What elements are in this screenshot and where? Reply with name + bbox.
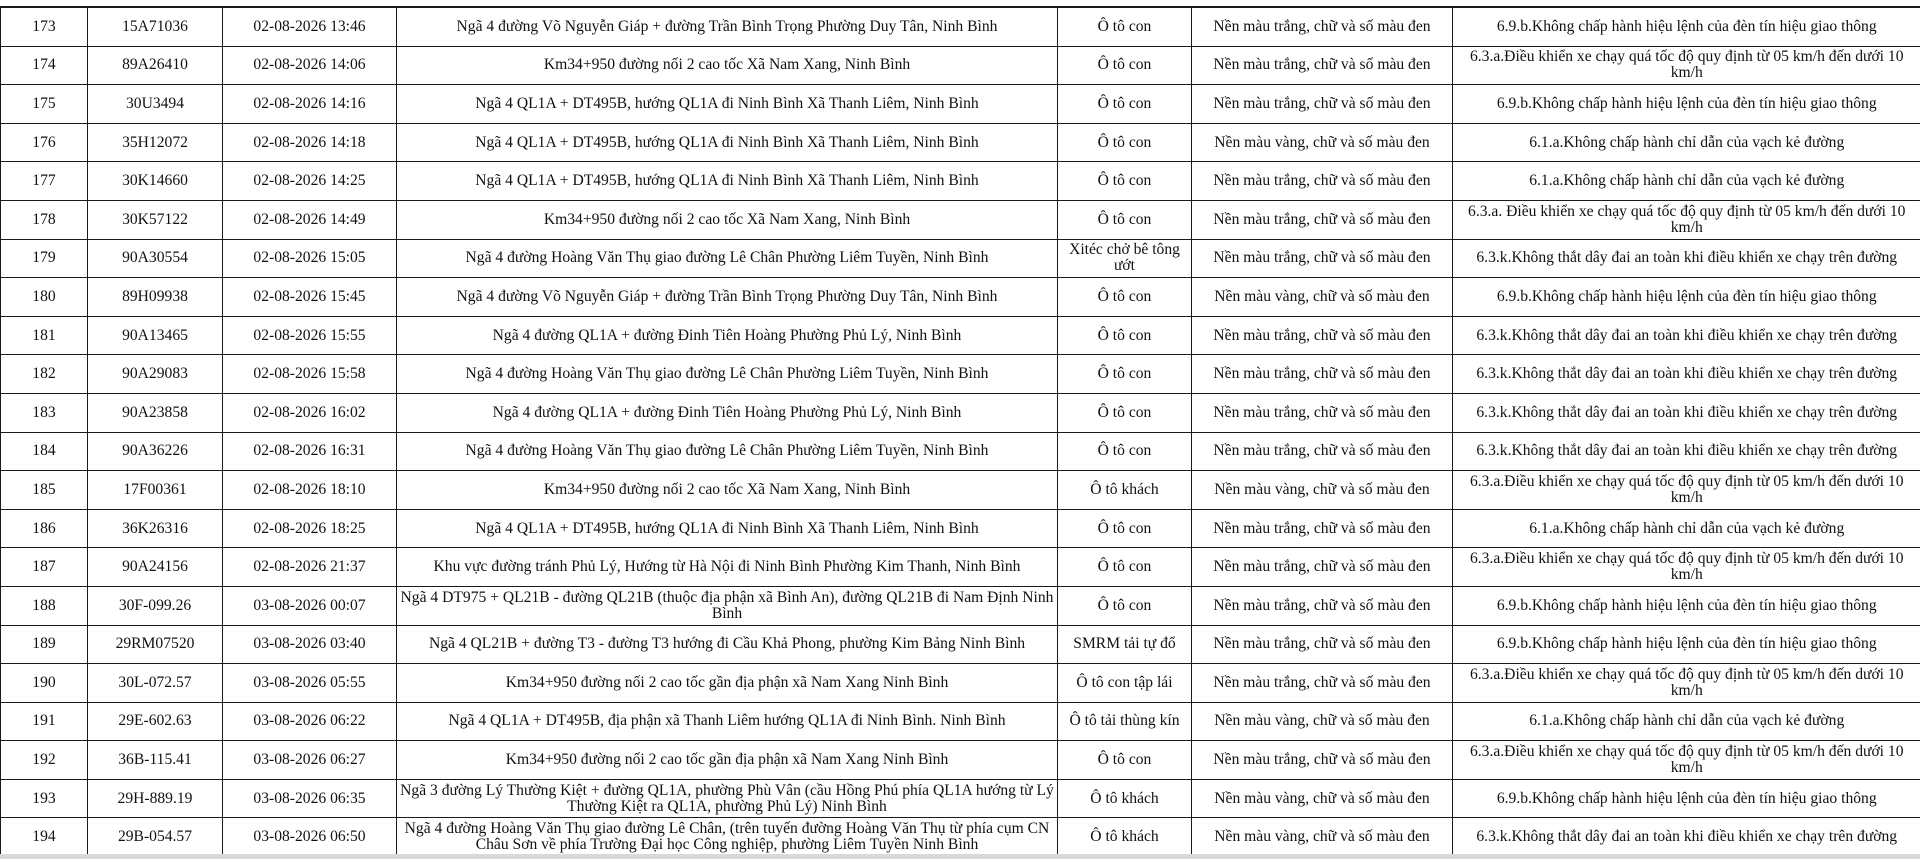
violation-description-cell: 6.9.b.Không chấp hành hiệu lệnh của đèn tín hiệu giao thông: [1453, 85, 1920, 124]
violation-time-cell: 02-08-2026 13:46: [223, 8, 397, 47]
violation-location-cell: Ngã 4 QL1A + DT495B, hướng QL1A đi Ninh Bình Xã Thanh Liêm, Ninh Bình: [397, 123, 1058, 162]
violation-description-cell: 6.1.a.Không chấp hành chỉ dẫn của vạch kẻ đường: [1453, 702, 1920, 741]
vehicle-type-cell: Ô tô khách: [1058, 779, 1192, 818]
table-row: [1, 586, 1920, 625]
row-number-cell: 189: [1, 625, 88, 664]
violation-time-cell: 03-08-2026 03:40: [223, 625, 397, 664]
violation-time-cell: 02-08-2026 16:02: [223, 393, 397, 432]
violation-time-cell: 02-08-2026 21:37: [223, 548, 397, 587]
license-plate-cell: 30F-099.26: [88, 586, 223, 625]
license-plate-cell: 29E-602.63: [88, 702, 223, 741]
vehicle-type-cell: Ô tô con: [1058, 509, 1192, 548]
violation-time-cell: 02-08-2026 14:49: [223, 200, 397, 239]
table-row: [1, 432, 1920, 471]
violation-location-cell: Km34+950 đường nối 2 cao tốc gần địa phận xã Nam Xang Ninh Bình: [397, 664, 1058, 703]
violation-location-cell: Km34+950 đường nối 2 cao tốc Xã Nam Xang, Ninh Bình: [397, 471, 1058, 510]
violation-location-cell: Ngã 4 QL1A + DT495B, hướng QL1A đi Ninh Bình Xã Thanh Liêm, Ninh Bình: [397, 162, 1058, 201]
violation-time-cell: 03-08-2026 06:22: [223, 702, 397, 741]
violation-location-cell: Ngã 4 QL1A + DT495B, hướng QL1A đi Ninh Bình Xã Thanh Liêm, Ninh Bình: [397, 85, 1058, 124]
row-number-cell: 188: [1, 586, 88, 625]
vehicle-type-cell: Ô tô con: [1058, 123, 1192, 162]
row-number-cell: 181: [1, 316, 88, 355]
plate-color-cell: Nền màu vàng, chữ và số màu đen: [1192, 818, 1453, 857]
table-row: [1, 471, 1920, 510]
violation-description-cell: 6.3.a.Điều khiển xe chạy quá tốc độ quy định từ 05 km/h đến dưới 10 km/h: [1453, 471, 1920, 510]
violation-time-cell: 03-08-2026 05:55: [223, 664, 397, 703]
violation-location-cell: Ngã 4 đường Hoàng Văn Thụ giao đường Lê Chân Phường Liêm Tuyền, Ninh Bình: [397, 239, 1058, 278]
vehicle-type-cell: Ô tô khách: [1058, 818, 1192, 857]
violation-time-cell: 03-08-2026 00:07: [223, 586, 397, 625]
vehicle-type-cell: Ô tô con: [1058, 162, 1192, 201]
vehicle-type-cell: Ô tô tải thùng kín: [1058, 702, 1192, 741]
table-row: [1, 123, 1920, 162]
license-plate-cell: 90A23858: [88, 393, 223, 432]
vehicle-type-cell: Ô tô con: [1058, 200, 1192, 239]
vehicle-type-cell: Ô tô con: [1058, 741, 1192, 780]
row-number-cell: 178: [1, 200, 88, 239]
plate-color-cell: Nền màu trắng, chữ và số màu đen: [1192, 8, 1453, 47]
row-number-cell: 194: [1, 818, 88, 857]
violation-location-cell: Ngã 4 đường Hoàng Văn Thụ giao đường Lê Chân, (trên tuyến đường Hoàng Văn Thụ từ phía cụm CN Châu Sơn về phía Trường Đại học Công nghiệp, phường Liêm Tuyền Ninh Bình: [397, 818, 1058, 857]
table-row: [1, 200, 1920, 239]
plate-color-cell: Nền màu trắng, chữ và số màu đen: [1192, 548, 1453, 587]
violation-location-cell: Ngã 4 đường Võ Nguyễn Giáp + đường Trần Bình Trọng Phường Duy Tân, Ninh Bình: [397, 8, 1058, 47]
violation-description-cell: 6.9.b.Không chấp hành hiệu lệnh của đèn tín hiệu giao thông: [1453, 8, 1920, 47]
license-plate-cell: 30K14660: [88, 162, 223, 201]
row-number-cell: 179: [1, 239, 88, 278]
plate-color-cell: Nền màu trắng, chữ và số màu đen: [1192, 741, 1453, 780]
violation-description-cell: 6.3.k.Không thắt dây đai an toàn khi điều khiển xe chạy trên đường: [1453, 432, 1920, 471]
table-row: [1, 779, 1920, 818]
row-number-cell: 193: [1, 779, 88, 818]
violation-description-cell: 6.9.b.Không chấp hành hiệu lệnh của đèn tín hiệu giao thông: [1453, 278, 1920, 317]
table-row: [1, 278, 1920, 317]
vehicle-type-cell: Ô tô khách: [1058, 471, 1192, 510]
license-plate-cell: 30K57122: [88, 200, 223, 239]
violation-time-cell: 03-08-2026 06:35: [223, 779, 397, 818]
license-plate-cell: 89A26410: [88, 46, 223, 85]
vehicle-type-cell: Ô tô con: [1058, 548, 1192, 587]
vehicle-type-cell: Xitéc chở bê tông ướt: [1058, 239, 1192, 278]
row-number-cell: 174: [1, 46, 88, 85]
vehicle-type-cell: Ô tô con: [1058, 586, 1192, 625]
violation-description-cell: 6.1.a.Không chấp hành chỉ dẫn của vạch kẻ đường: [1453, 509, 1920, 548]
violation-description-cell: 6.9.b.Không chấp hành hiệu lệnh của đèn tín hiệu giao thông: [1453, 625, 1920, 664]
plate-color-cell: Nền màu trắng, chữ và số màu đen: [1192, 664, 1453, 703]
violation-time-cell: 02-08-2026 15:55: [223, 316, 397, 355]
plate-color-cell: Nền màu trắng, chữ và số màu đen: [1192, 355, 1453, 394]
violation-location-cell: Ngã 4 QL1A + DT495B, hướng QL1A đi Ninh Bình Xã Thanh Liêm, Ninh Bình: [397, 509, 1058, 548]
row-number-cell: 175: [1, 85, 88, 124]
violation-description-cell: 6.3.a.Điều khiển xe chạy quá tốc độ quy định từ 05 km/h đến dưới 10 km/h: [1453, 741, 1920, 780]
plate-color-cell: Nền màu trắng, chữ và số màu đen: [1192, 432, 1453, 471]
violation-location-cell: Ngã 4 đường QL1A + đường Đinh Tiên Hoàng Phường Phủ Lý, Ninh Bình: [397, 316, 1058, 355]
table-row: [1, 509, 1920, 548]
violation-description-cell: 6.3.a.Điều khiển xe chạy quá tốc độ quy định từ 05 km/h đến dưới 10 km/h: [1453, 548, 1920, 587]
violation-location-cell: Khu vực đường tránh Phủ Lý, Hướng từ Hà Nội đi Ninh Bình Phường Kim Thanh, Ninh Bình: [397, 548, 1058, 587]
violation-description-cell: 6.3.k.Không thắt dây đai an toàn khi điều khiển xe chạy trên đường: [1453, 818, 1920, 857]
vehicle-type-cell: Ô tô con: [1058, 432, 1192, 471]
table-row: [1, 625, 1920, 664]
violation-time-cell: 02-08-2026 15:05: [223, 239, 397, 278]
violation-location-cell: Ngã 4 đường Hoàng Văn Thụ giao đường Lê Chân Phường Liêm Tuyền, Ninh Bình: [397, 355, 1058, 394]
vehicle-type-cell: Ô tô con: [1058, 46, 1192, 85]
violation-location-cell: Ngã 4 QL21B + đường T3 - đường T3 hướng đi Cầu Khả Phong, phường Kim Bảng Ninh Bình: [397, 625, 1058, 664]
plate-color-cell: Nền màu trắng, chữ và số màu đen: [1192, 625, 1453, 664]
violation-time-cell: 02-08-2026 18:10: [223, 471, 397, 510]
table-row: [1, 818, 1920, 857]
violation-location-cell: Ngã 4 đường Hoàng Văn Thụ giao đường Lê Chân Phường Liêm Tuyền, Ninh Bình: [397, 432, 1058, 471]
row-number-cell: 186: [1, 509, 88, 548]
violation-location-cell: Ngã 4 DT975 + QL21B - đường QL21B (thuộc địa phận xã Bình An), đường QL21B đi Nam Định Ninh Bình: [397, 586, 1058, 625]
table-row: [1, 239, 1920, 278]
row-number-cell: 180: [1, 278, 88, 317]
violation-table: [0, 7, 1920, 857]
violation-location-cell: Ngã 4 QL1A + DT495B, địa phận xã Thanh Liêm hướng QL1A đi Ninh Bình. Ninh Bình: [397, 702, 1058, 741]
violation-description-cell: 6.3.k.Không thắt dây đai an toàn khi điều khiển xe chạy trên đường: [1453, 316, 1920, 355]
vehicle-type-cell: Ô tô con: [1058, 316, 1192, 355]
plate-color-cell: Nền màu trắng, chữ và số màu đen: [1192, 316, 1453, 355]
table-row: [1, 393, 1920, 432]
vehicle-type-cell: Ô tô con tập lái: [1058, 664, 1192, 703]
table-row: [1, 702, 1920, 741]
row-number-cell: 187: [1, 548, 88, 587]
top-row-cut: [0, 0, 1920, 7]
violation-location-cell: Ngã 4 đường QL1A + đường Đinh Tiên Hoàng Phường Phủ Lý, Ninh Bình: [397, 393, 1058, 432]
table-row: [1, 85, 1920, 124]
plate-color-cell: Nền màu trắng, chữ và số màu đen: [1192, 393, 1453, 432]
license-plate-cell: 90A29083: [88, 355, 223, 394]
violation-description-cell: 6.3.k.Không thắt dây đai an toàn khi điều khiển xe chạy trên đường: [1453, 393, 1920, 432]
violation-time-cell: 02-08-2026 14:06: [223, 46, 397, 85]
violation-description-cell: 6.3.k.Không thắt dây đai an toàn khi điều khiển xe chạy trên đường: [1453, 239, 1920, 278]
plate-color-cell: Nền màu trắng, chữ và số màu đen: [1192, 162, 1453, 201]
license-plate-cell: 35H12072: [88, 123, 223, 162]
table-row: [1, 8, 1920, 47]
license-plate-cell: 29B-054.57: [88, 818, 223, 857]
row-number-cell: 183: [1, 393, 88, 432]
violation-time-cell: 03-08-2026 06:27: [223, 741, 397, 780]
row-number-cell: 173: [1, 8, 88, 47]
row-number-cell: 192: [1, 741, 88, 780]
row-number-cell: 182: [1, 355, 88, 394]
license-plate-cell: 30U3494: [88, 85, 223, 124]
violation-time-cell: 02-08-2026 16:31: [223, 432, 397, 471]
license-plate-cell: 17F00361: [88, 471, 223, 510]
violation-location-cell: Km34+950 đường nối 2 cao tốc gần địa phận xã Nam Xang Ninh Bình: [397, 741, 1058, 780]
table-row: [1, 741, 1920, 780]
violation-location-cell: Km34+950 đường nối 2 cao tốc Xã Nam Xang, Ninh Bình: [397, 200, 1058, 239]
plate-color-cell: Nền màu trắng, chữ và số màu đen: [1192, 509, 1453, 548]
violation-description-cell: 6.3.k.Không thắt dây đai an toàn khi điều khiển xe chạy trên đường: [1453, 355, 1920, 394]
violation-time-cell: 03-08-2026 06:50: [223, 818, 397, 857]
row-number-cell: 184: [1, 432, 88, 471]
table-row: [1, 316, 1920, 355]
table-row: [1, 162, 1920, 201]
violation-time-cell: 02-08-2026 14:18: [223, 123, 397, 162]
plate-color-cell: Nền màu trắng, chữ và số màu đen: [1192, 239, 1453, 278]
violation-time-cell: 02-08-2026 15:58: [223, 355, 397, 394]
license-plate-cell: 89H09938: [88, 278, 223, 317]
violation-description-cell: 6.9.b.Không chấp hành hiệu lệnh của đèn tín hiệu giao thông: [1453, 586, 1920, 625]
violation-description-cell: 6.3.a.Điều khiển xe chạy quá tốc độ quy định từ 05 km/h đến dưới 10 km/h: [1453, 46, 1920, 85]
table-body: [1, 8, 1920, 857]
license-plate-cell: 30L-072.57: [88, 664, 223, 703]
table-row: [1, 548, 1920, 587]
table-row: [1, 355, 1920, 394]
plate-color-cell: Nền màu vàng, chữ và số màu đen: [1192, 702, 1453, 741]
plate-color-cell: Nền màu vàng, chữ và số màu đen: [1192, 278, 1453, 317]
violation-description-cell: 6.3.a.Điều khiển xe chạy quá tốc độ quy định từ 05 km/h đến dưới 10 km/h: [1453, 664, 1920, 703]
license-plate-cell: 36K26316: [88, 509, 223, 548]
violation-time-cell: 02-08-2026 18:25: [223, 509, 397, 548]
vehicle-type-cell: Ô tô con: [1058, 85, 1192, 124]
license-plate-cell: 90A24156: [88, 548, 223, 587]
violation-location-cell: Ngã 4 đường Võ Nguyễn Giáp + đường Trần Bình Trọng Phường Duy Tân, Ninh Bình: [397, 278, 1058, 317]
vehicle-type-cell: Ô tô con: [1058, 8, 1192, 47]
license-plate-cell: 29RM07520: [88, 625, 223, 664]
violation-time-cell: 02-08-2026 14:16: [223, 85, 397, 124]
plate-color-cell: Nền màu trắng, chữ và số màu đen: [1192, 586, 1453, 625]
violation-time-cell: 02-08-2026 15:45: [223, 278, 397, 317]
vehicle-type-cell: Ô tô con: [1058, 355, 1192, 394]
plate-color-cell: Nền màu vàng, chữ và số màu đen: [1192, 123, 1453, 162]
plate-color-cell: Nền màu trắng, chữ và số màu đen: [1192, 200, 1453, 239]
vehicle-type-cell: Ô tô con: [1058, 393, 1192, 432]
license-plate-cell: 15A71036: [88, 8, 223, 47]
violation-location-cell: Km34+950 đường nối 2 cao tốc Xã Nam Xang, Ninh Bình: [397, 46, 1058, 85]
plate-color-cell: Nền màu vàng, chữ và số màu đen: [1192, 779, 1453, 818]
vehicle-type-cell: SMRM tải tự đổ: [1058, 625, 1192, 664]
license-plate-cell: 90A36226: [88, 432, 223, 471]
table-row: [1, 664, 1920, 703]
violation-description-cell: 6.1.a.Không chấp hành chỉ dẫn của vạch kẻ đường: [1453, 162, 1920, 201]
row-number-cell: 190: [1, 664, 88, 703]
violation-time-cell: 02-08-2026 14:25: [223, 162, 397, 201]
violation-description-cell: 6.9.b.Không chấp hành hiệu lệnh của đèn tín hiệu giao thông: [1453, 779, 1920, 818]
license-plate-cell: 29H-889.19: [88, 779, 223, 818]
row-number-cell: 176: [1, 123, 88, 162]
license-plate-cell: 90A13465: [88, 316, 223, 355]
violation-description-cell: 6.3.a. Điều khiển xe chạy quá tốc độ quy định từ 05 km/h đến dưới 10 km/h: [1453, 200, 1920, 239]
plate-color-cell: Nền màu trắng, chữ và số màu đen: [1192, 85, 1453, 124]
violation-location-cell: Ngã 3 đường Lý Thường Kiệt + đường QL1A, phường Phù Vân (cầu Hồng Phú phía QL1A hướng từ Lý Thường Kiệt ra QL1A, phường Phủ Lý) Ninh Bình: [397, 779, 1058, 818]
license-plate-cell: 36B-115.41: [88, 741, 223, 780]
row-number-cell: 191: [1, 702, 88, 741]
table-row: [1, 46, 1920, 85]
license-plate-cell: 90A30554: [88, 239, 223, 278]
violation-description-cell: 6.1.a.Không chấp hành chỉ dẫn của vạch kẻ đường: [1453, 123, 1920, 162]
row-number-cell: 177: [1, 162, 88, 201]
vehicle-type-cell: Ô tô con: [1058, 278, 1192, 317]
horizontal-scrollbar[interactable]: [0, 854, 1920, 859]
row-number-cell: 185: [1, 471, 88, 510]
plate-color-cell: Nền màu trắng, chữ và số màu đen: [1192, 46, 1453, 85]
plate-color-cell: Nền màu vàng, chữ và số màu đen: [1192, 471, 1453, 510]
